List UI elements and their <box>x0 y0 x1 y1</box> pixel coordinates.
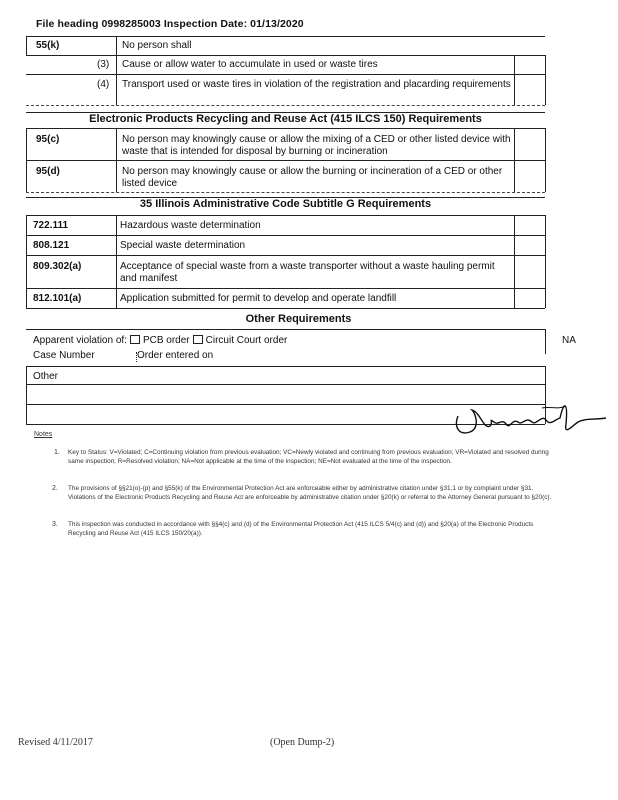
pcb-order-label: PCB order <box>142 335 190 346</box>
note-number: 1. <box>54 449 60 456</box>
table-border <box>116 128 117 192</box>
requirement-code: 809.302(a) <box>33 261 82 272</box>
note-text: Key to Status: V=Violated; C=Continuing violation from previous evaluation; VC=Newly violated and continuing from previous evaluation; VR=Violated and resolved during same inspection; R=Resolved violation; NA=Not applicable at the time of the inspection; NE=Not evaluated at the time of the inspection. <box>68 449 549 465</box>
table-border <box>514 55 515 105</box>
section-title-epra: Electronic Products Recycling and Reuse Act (415 ILCS 150) Requirements <box>89 113 482 125</box>
other-status: NA <box>562 335 576 346</box>
requirement-text: Acceptance of special waste from a waste transporter without a waste hauling permit and manifest <box>120 261 495 284</box>
table-border <box>136 352 137 362</box>
table-border <box>545 215 546 308</box>
footer-label: (Open Dump-2) <box>270 737 335 748</box>
table-border <box>26 366 545 367</box>
requirement-code: 55(k) <box>36 40 60 51</box>
table-border <box>26 128 27 192</box>
table-border <box>26 384 545 385</box>
table-border <box>26 128 545 129</box>
table-border <box>26 366 27 424</box>
table-border <box>116 36 117 105</box>
page-header-title: File heading 0998285003 Inspection Date: 01/13/2020 <box>36 18 304 30</box>
table-border <box>116 215 117 308</box>
inspector-signature <box>450 396 610 440</box>
pcb-order-checkbox[interactable] <box>130 335 140 344</box>
circuit-court-label: Circuit Court order <box>205 335 288 346</box>
table-border <box>26 215 545 216</box>
subsection-number: (3) <box>97 59 110 70</box>
circuit-court-checkbox[interactable] <box>193 335 203 344</box>
table-border <box>26 36 545 37</box>
table-border <box>26 235 545 236</box>
note-text: The provisions of §§21(o)-(p) and §55(k) of the Environmental Protection Act are enforceable either by administrative citation under §31.1 or by complaint under §31. Violations of the Electronic Products Recycling and Reuse Act are enforceable by administrative citation under §20(k) or referral to the Attorney General pursuant to §20(c). <box>68 485 552 501</box>
table-border <box>26 192 545 193</box>
requirement-text: No person may knowingly cause or allow the burning or incineration of a CED or other listed device <box>122 166 503 189</box>
requirement-text: No person may knowingly cause or allow the mixing of a CED or other listed device with waste that is intended for disposal by burning or incineration <box>122 134 511 157</box>
notes-heading: Notes <box>34 431 53 438</box>
table-border <box>26 55 545 56</box>
requirement-text: Application submitted for permit to develop and operate landfill <box>120 293 397 304</box>
section-border <box>26 329 545 330</box>
other-label: Other <box>33 371 59 382</box>
section-title-35iac: 35 Illinois Administrative Code Subtitle G Requirements <box>139 198 432 210</box>
requirement-code: 95(d) <box>36 166 60 177</box>
table-border <box>514 128 515 192</box>
table-border <box>26 255 545 256</box>
apparent-violation-row <box>33 335 287 347</box>
requirement-code: 722.111 <box>33 220 69 231</box>
table-border <box>26 308 545 309</box>
footer-revised: Revised 4/11/2017 <box>18 737 93 748</box>
requirement-code: 95(c) <box>36 134 60 145</box>
table-border <box>26 74 545 75</box>
section-title-other: Other Requirements <box>245 313 352 325</box>
requirement-text: No person shall <box>122 40 192 51</box>
requirement-text: Hazardous waste determination <box>120 220 261 231</box>
requirement-text: Transport used or waste tires in violation of the registration and placarding requirements <box>122 79 511 90</box>
apparent-violation-label: Apparent violation of: <box>33 335 127 346</box>
table-border <box>26 288 545 289</box>
subsection-number: (4) <box>97 79 110 90</box>
table-border <box>26 36 27 55</box>
table-border <box>26 160 545 161</box>
table-border <box>545 55 546 105</box>
order-entered-label: Order entered on <box>137 350 214 361</box>
requirement-text: Cause or allow water to accumulate in used or waste tires <box>122 59 378 70</box>
note-number: 3. <box>52 521 58 528</box>
note-number: 2. <box>52 485 58 492</box>
case-number-label: Case Number <box>33 350 95 361</box>
requirement-text: Special waste determination <box>120 240 246 251</box>
table-border <box>545 329 546 354</box>
requirement-code: 812.101(a) <box>33 293 82 304</box>
requirement-code: 808.121 <box>33 240 70 251</box>
table-border <box>545 128 546 192</box>
table-border <box>514 215 515 308</box>
note-text: This inspection was conducted in accordance with §§4(c) and (d) of the Environmental Protection Act (415 ILCS 5/4(c) and (d)) and §20(a) of the Electronic Products Recycling and Reuse Act (415 ILCS 150/20(a)). <box>68 521 534 537</box>
table-border <box>26 215 27 308</box>
table-border <box>26 105 545 106</box>
